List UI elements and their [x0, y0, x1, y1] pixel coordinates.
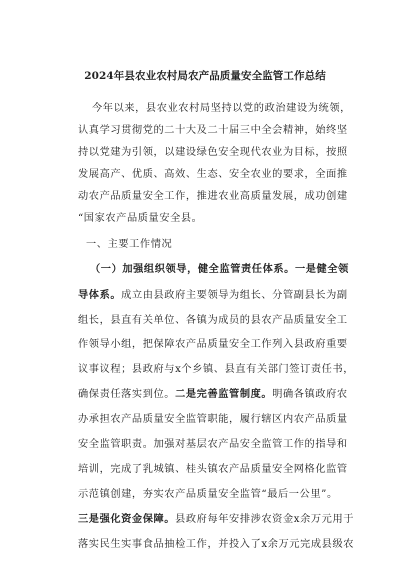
text-segment: 安全监管职责。加强对基层农产品安全监管工作的指导和	[78, 439, 348, 450]
body-line	[78, 488, 338, 501]
text-segment: 落实民生实事食品抽检工作，并投入了x余万元完成县级农	[78, 539, 355, 550]
body-line	[86, 238, 172, 251]
text-segment: 发展高产、优质、高效、生态、安全农业的要求，全面推	[78, 169, 348, 180]
body-line	[78, 438, 348, 451]
body-line	[78, 538, 354, 551]
text-segment: 一、主要工作情况	[86, 239, 173, 250]
bold-text-segment: （一）加强组织领导，健全监管责任体系。一是健全领	[90, 263, 349, 275]
text-segment: “国家农产品质量安全县。	[78, 213, 203, 224]
body-line	[78, 146, 348, 159]
body-line	[78, 463, 348, 476]
body-line	[78, 388, 348, 401]
body-line	[78, 168, 348, 181]
text-segment: 明确各镇政府农	[272, 389, 348, 400]
text-segment: 动农产品质量安全工作，推进农业高质量发展，成功创建	[78, 191, 348, 202]
bold-text-segment: 三是强化资金保障。	[78, 513, 176, 525]
body-line	[92, 102, 351, 115]
body-line	[78, 314, 348, 327]
text-segment: 组长，县直有关单位、各镇为成员的县农产品质量安全工	[78, 315, 348, 326]
text-segment: 办承担农产品质量安全监管职能，履行辖区内农产品质量	[78, 414, 348, 425]
body-line	[78, 124, 348, 137]
body-line	[78, 513, 354, 526]
body-line	[90, 263, 349, 276]
body-line	[78, 338, 348, 351]
body-line	[78, 212, 202, 225]
body-line	[78, 289, 348, 302]
text-segment: 议事议程；县政府与x个乡镇、县直有关部门签订责任书，	[78, 364, 355, 375]
text-segment: 确保责任落实到位。	[78, 389, 176, 400]
text-segment: 持以党建为引领，以建设绿色安全现代农业为目标，按照	[78, 147, 348, 158]
body-line	[78, 190, 348, 203]
text-segment: 作领导小组，把保障农产品质量安全工作列入县政府重要	[78, 339, 348, 350]
text-segment: 示范镇创建，夯实农产品质量安全监管“最后一公里”。	[78, 489, 338, 500]
text-segment: 成立由县政府主要领导为组长、分管副县长为副	[121, 290, 348, 301]
text-segment: 县政府每年安排涉农资金x余万元用于	[175, 514, 355, 525]
document-title: 2024年县农业农村局农产品质量安全监管工作总结	[84, 70, 326, 82]
text-segment: 今年以来，县农业农村局坚持以党的政治建设为统领，	[92, 103, 351, 114]
text-segment: 认真学习贯彻党的二十大及二十届三中全会精神，始终坚	[78, 125, 348, 136]
body-line	[78, 363, 354, 376]
text-segment: 培训，完成了乳城镇、桂头镇农产品质量安全网格化监管	[78, 464, 348, 475]
bold-text-segment: 导体系。	[78, 289, 122, 301]
bold-text-segment: 二是完善监管制度。	[175, 388, 273, 400]
body-line	[78, 413, 348, 426]
